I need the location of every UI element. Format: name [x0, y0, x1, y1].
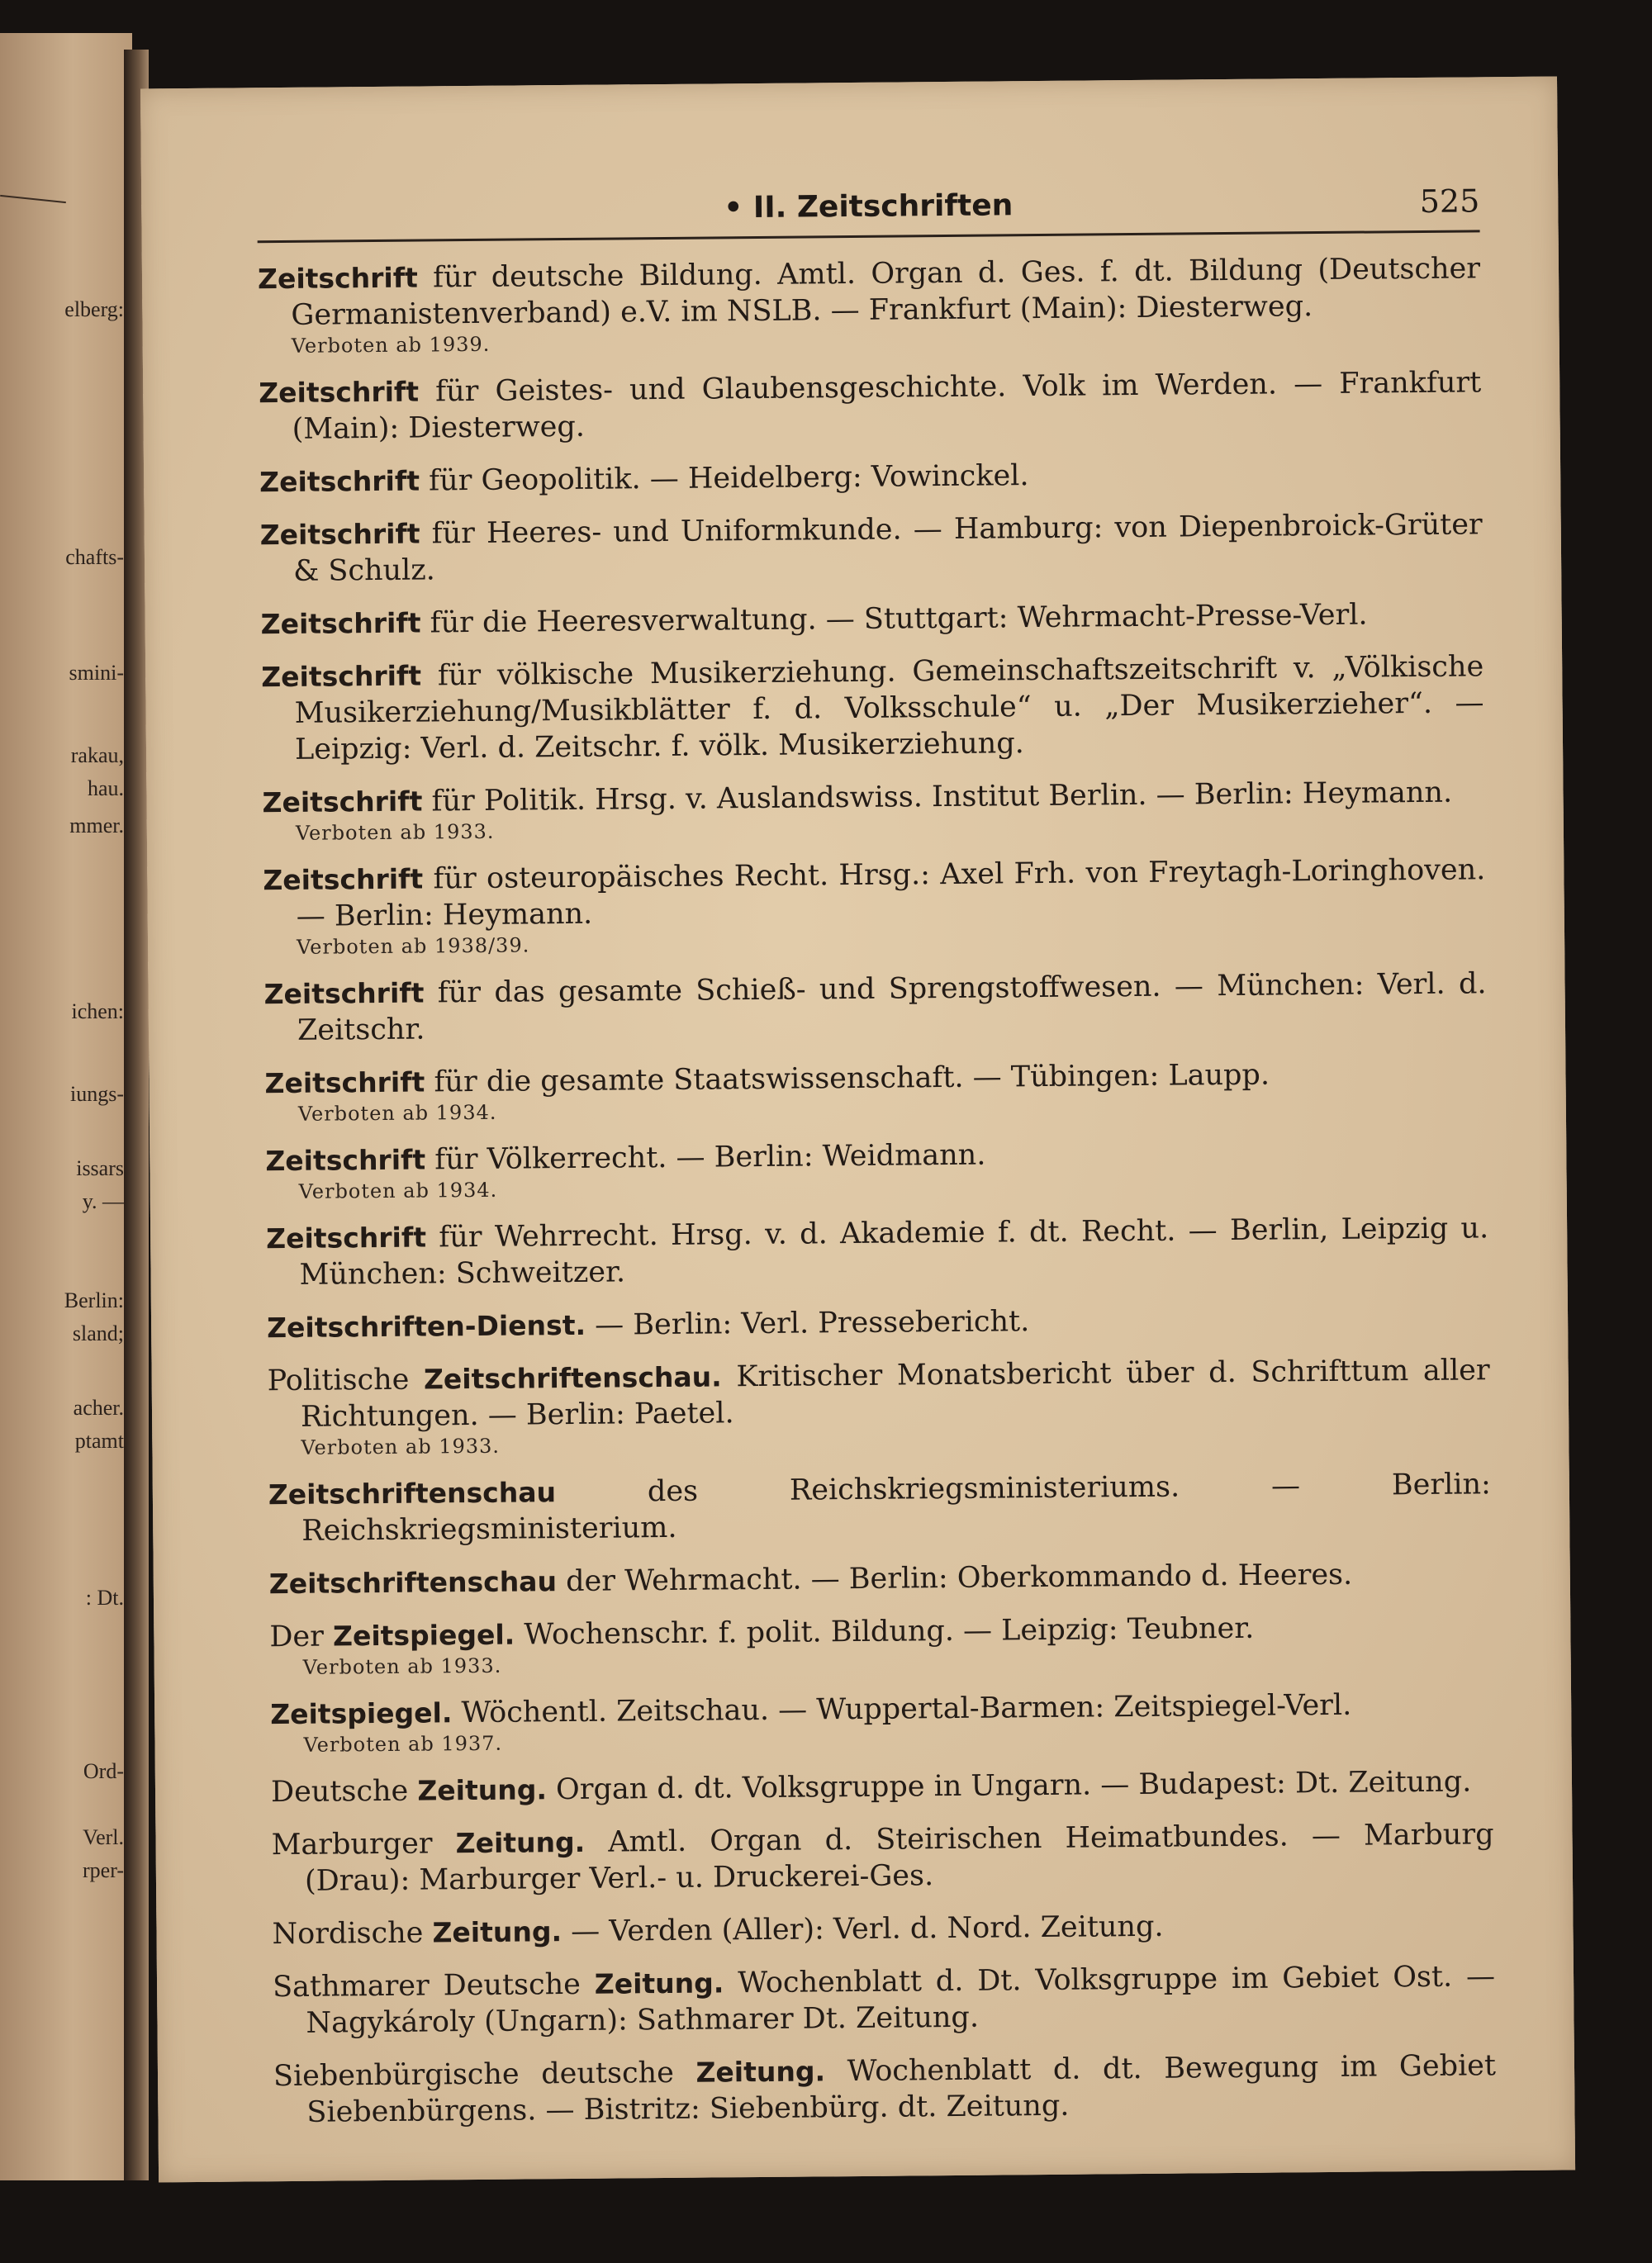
list-item	[262, 774, 1485, 846]
entry-prefix: Siebenbürgische deutsche	[273, 2056, 675, 2094]
page-number: 525	[1419, 183, 1480, 220]
section-title: • II. Zeitschriften	[724, 188, 1014, 225]
left-fragment: rakau,	[70, 743, 124, 767]
entry-prefix: Deutsche	[270, 1774, 409, 1810]
entry-note: Verboten ab 1939.	[291, 332, 491, 358]
entry-text: für Wehrrecht. Hrsg. v. d. Akademie f. dt. Recht. — Berlin, Leipzig u. München: Schweitzer.	[299, 1212, 1489, 1292]
entry-keyword: Zeitspiegel.	[270, 1696, 453, 1731]
entry-text: für deutsche Bildung. Amtl. Organ d. Ges. f. dt. Bildung (Deutscher Germanistenverband) e.V. im NSLB. — Frankfurt (Main): Diesterweg.	[291, 252, 1481, 332]
entry-text: für Politik. Hrsg. v. Auslandswiss. Institut Berlin. — Berlin: Heymann.	[431, 776, 1453, 818]
entry-keyword: Zeitschrift	[261, 659, 422, 694]
list-item	[268, 1466, 1492, 1549]
entry-note: Verboten ab 1934.	[298, 1178, 498, 1203]
entry-text: für die gesamte Staatswissenschaft. — Tübingen: Laupp.	[434, 1058, 1270, 1099]
left-fragment: iungs-	[70, 1082, 124, 1106]
entry-text: für das gesamte Schieß- und Sprengstoffwesen. — München: Verl. d. Zeitschr.	[297, 967, 1487, 1047]
entry-text: für völkische Musikerziehung. Gemeinschaftszeitschrift v. „Völkische Musikerziehung/Musikblätter f. d. Volksschule“ u. „Der Musikerzieher“. — Leipzig: Verl. d. Zeitschr. f. völk. Musikerziehung.	[294, 650, 1484, 766]
left-fragment: issars	[76, 1156, 124, 1180]
list-item	[259, 364, 1482, 448]
entry-text: Wochenblatt d. dt. Bewegung im Gebiet Siebenbürgens. — Bistritz: Siebenbürg. dt. Zeitung.	[306, 2049, 1497, 2129]
entry-text: — Berlin: Verl. Pressebericht.	[595, 1305, 1030, 1342]
entry-keyword: Zeitschrift	[260, 606, 421, 641]
entry-keyword: Zeitung.	[417, 1773, 548, 1807]
entry-keyword: Zeitschrift	[263, 862, 424, 897]
entry-text: Kritischer Monatsbericht über d. Schrifttum aller Richtungen. — Berlin: Paetel.	[300, 1354, 1490, 1434]
entry-text: für die Heeresverwaltung. — Stuttgart: Wehrmacht-Presse-Verl.	[430, 598, 1368, 640]
list-item	[264, 1055, 1488, 1127]
list-item	[268, 1352, 1491, 1460]
entry-text: Wochenschr. f. polit. Bildung. — Leipzig: Teubner.	[524, 1611, 1255, 1652]
list-item	[258, 250, 1481, 358]
entry-note: Verboten ab 1933.	[301, 1434, 501, 1459]
entry-keyword: Zeitschrift	[264, 1065, 425, 1100]
left-fragment: smini-	[69, 661, 124, 685]
entry-keyword: Zeitschrift	[259, 464, 420, 499]
left-fragment: Ord-	[83, 1759, 124, 1783]
list-item	[271, 1763, 1493, 1810]
left-fragment: Berlin:	[64, 1288, 124, 1312]
list-item	[263, 852, 1486, 960]
entry-keyword: Zeitschriften-Dienst.	[266, 1308, 586, 1345]
entry-text: — Verden (Aller): Verl. d. Nord. Zeitung.	[571, 1910, 1164, 1949]
entry-note: Verboten ab 1933.	[302, 1653, 502, 1679]
left-fragment: acher.	[73, 1396, 124, 1420]
entry-keyword: Zeitung.	[432, 1915, 563, 1949]
entry-text: des Reichskriegsministeriums. — Berlin: Reichskriegsministerium.	[301, 1468, 1491, 1548]
list-item	[261, 595, 1483, 643]
entry-text: für Heeres- und Uniformkunde. — Hamburg: von Diepenbroick-Grüter & Schulz.	[292, 508, 1483, 588]
list-item	[269, 1608, 1493, 1680]
book-page	[140, 77, 1575, 2183]
entry-keyword: Zeitschrift	[266, 1221, 427, 1255]
list-item	[259, 453, 1482, 501]
list-item	[260, 506, 1483, 590]
entry-keyword: Zeitschrift	[257, 261, 419, 296]
left-fragment: Verl.	[83, 1825, 124, 1849]
entry-text: Wöchentl. Zeitschau. — Wuppertal-Barmen: Zeitspiegel-Verl.	[461, 1688, 1352, 1730]
entry-keyword: Zeitschrift	[259, 375, 420, 410]
left-fragment: chafts-	[65, 545, 124, 569]
entry-text: Amtl. Organ d. Steirischen Heimatbundes. — Marburg (Drau): Marburger Verl.- u. Druckerei-Ges.	[304, 1818, 1494, 1898]
entry-text: Organ d. dt. Volksgruppe in Ungarn. — Budapest: Dt. Zeitung.	[555, 1765, 1472, 1807]
list-item	[266, 1210, 1489, 1293]
entry-keyword: Zeitschrift	[263, 976, 425, 1011]
entry-prefix: Marburger	[271, 1827, 433, 1862]
entry-note: Verboten ab 1938/39.	[296, 933, 530, 959]
list-item	[271, 1816, 1494, 1900]
entry-prefix: Politische	[267, 1363, 410, 1398]
entry-text: für Völkerrecht. — Berlin: Weidmann.	[434, 1138, 986, 1177]
entry-text: der Wehrmacht. — Berlin: Oberkommando d. Heeres.	[565, 1558, 1353, 1599]
left-fragment: mmer.	[69, 814, 124, 837]
left-fragment: elberg:	[64, 297, 124, 321]
list-item	[270, 1686, 1493, 1758]
list-item	[265, 1132, 1488, 1204]
entry-keyword: Zeitung.	[594, 1966, 724, 2000]
entry-keyword: Zeitschrift	[265, 1143, 426, 1178]
list-item	[273, 2047, 1497, 2131]
entry-note: Verboten ab 1933.	[295, 819, 495, 845]
list-item	[273, 1958, 1496, 2042]
bibliography-list	[258, 250, 1497, 2147]
entry-text: für Geopolitik. — Heidelberg: Vowinckel.	[428, 459, 1029, 498]
entry-prefix: Sathmarer Deutsche	[272, 1967, 582, 2004]
list-item	[261, 648, 1484, 768]
entry-prefix: Nordische	[272, 1916, 424, 1952]
left-page-edge	[0, 33, 132, 2180]
left-fragment: sland;	[72, 1321, 124, 1345]
left-fragment: ichen:	[71, 999, 124, 1023]
left-fragment: hau.	[87, 776, 124, 800]
left-fragment: y. —	[82, 1189, 124, 1213]
list-item	[263, 965, 1487, 1049]
entry-keyword: Zeitschriftenschau.	[423, 1360, 722, 1396]
entry-keyword: Zeitschriftenschau	[268, 1476, 557, 1511]
entry-keyword: Zeitschrift	[262, 785, 423, 819]
left-fragment: ptamt	[74, 1429, 124, 1453]
entry-keyword: Zeitschrift	[259, 517, 420, 552]
entry-prefix: Der	[269, 1620, 325, 1654]
list-item	[267, 1299, 1489, 1346]
entry-keyword: Zeitung.	[695, 2055, 826, 2089]
entry-keyword: Zeitung.	[455, 1825, 586, 1860]
entry-keyword: Zeitschriftenschau	[268, 1565, 558, 1601]
entry-text: Wochenblatt d. Dt. Volksgruppe im Gebiet Ost. — Nagykároly (Ungarn): Sathmarer Dt. Zeitung.	[306, 1960, 1496, 2040]
entry-note: Verboten ab 1934.	[297, 1100, 497, 1126]
left-fragment: rper-	[83, 1858, 124, 1882]
left-page-rule	[0, 195, 66, 203]
list-item	[272, 1905, 1494, 1952]
list-item	[269, 1555, 1492, 1602]
left-fragment: : Dt.	[85, 1586, 124, 1610]
entry-note: Verboten ab 1937.	[303, 1731, 503, 1757]
entry-keyword: Zeitspiegel.	[332, 1618, 515, 1653]
entry-text: für osteuropäisches Recht. Hrsg.: Axel Frh. von Freytagh-Loringhoven. — Berlin: Heymann.	[296, 853, 1486, 933]
entry-text: für Geistes- und Glaubensgeschichte. Volk im Werden. — Frankfurt (Main): Diesterweg.	[292, 366, 1482, 446]
